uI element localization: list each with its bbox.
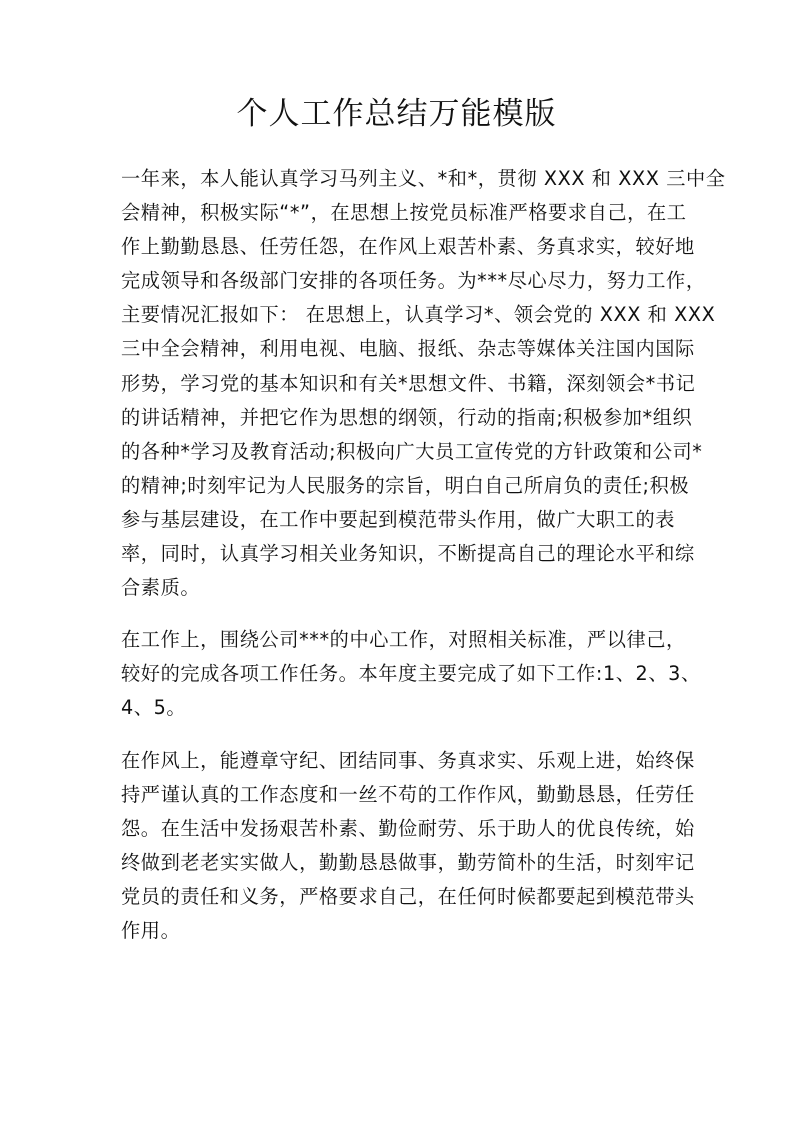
paragraph-1-line-2: 会精神，积极实际“*”，在思想上按党员标准严格要求自己，在工 (121, 201, 687, 224)
paragraph-1-line-6: 三中全会精神，利用电视、电脑、报纸、杂志等媒体关注国内国际 (121, 337, 695, 360)
paragraph-1-line-3: 作上勤勤恳恳、任劳任怨，在作风上艰苦朴素、务真求实，较好地 (121, 235, 695, 258)
paragraph-2-line-2: 较好的完成各项工作任务。本年度主要完成了如下工作:1、2、3、 (121, 662, 701, 685)
paragraph-1-line-1: 一年来，本人能认真学习马列主义、*和*，贯彻 XXX 和 XXX 三中全 (121, 167, 726, 190)
document-title: 个人工作总结万能模版 (236, 96, 557, 132)
paragraph-1-line-11: 参与基层建设，在工作中要起到模范带头作用，做广大职工的表 (121, 508, 676, 531)
paragraph-1-line-9: 的各种*学习及教育活动;积极向广大员工宣传党的方针政策和公司* (121, 440, 703, 463)
paragraph-1-line-12: 率，同时，认真学习相关业务知识，不断提高自己的理论水平和综 (121, 542, 695, 565)
paragraph-1-line-13: 合素质。 (121, 576, 201, 599)
paragraph-1-line-8: 的讲话精神，并把它作为思想的纲领，行动的指南;积极参加*组织 (121, 406, 693, 429)
paragraph-3-line-1: 在作风上，能遵章守纪、团结同事、务真求实、乐观上进，始终保 (121, 749, 695, 772)
paragraph-1-line-5: 主要情况汇报如下： 在思想上，认真学习*、领会党的 XXX 和 XXX (121, 303, 716, 326)
paragraph-1-line-4: 完成领导和各级部门安排的各项任务。为***尽心尽力，努力工作， (121, 269, 706, 292)
paragraph-2-line-1: 在工作上，围绕公司***的中心工作，对照相关标准，严以律己， (121, 628, 686, 651)
paragraph-3-line-6: 作用。 (121, 919, 181, 942)
paragraph-1-line-10: 的精神;时刻牢记为人民服务的宗旨，明白自己所肩负的责任;积极 (121, 474, 690, 497)
paragraph-3-line-2: 持严谨认真的工作态度和一丝不苟的工作作风，勤勤恳恳，任劳任 (121, 783, 695, 806)
paragraph-3-line-4: 终做到老老实实做人，勤勤恳恳做事，勤劳简朴的生活，时刻牢记 (121, 851, 695, 874)
paragraph-3-line-5: 党员的责任和义务，严格要求自己，在任何时候都要起到模范带头 (121, 885, 695, 908)
paragraph-1-line-7: 形势，学习党的基本知识和有关*思想文件、书籍，深刻领会*书记 (121, 372, 696, 395)
paragraph-2-line-3: 4、5。 (121, 696, 187, 719)
paragraph-3-line-3: 怨。在生活中发扬艰苦朴素、勤俭耐劳、乐于助人的优良传统，始 (121, 817, 695, 840)
